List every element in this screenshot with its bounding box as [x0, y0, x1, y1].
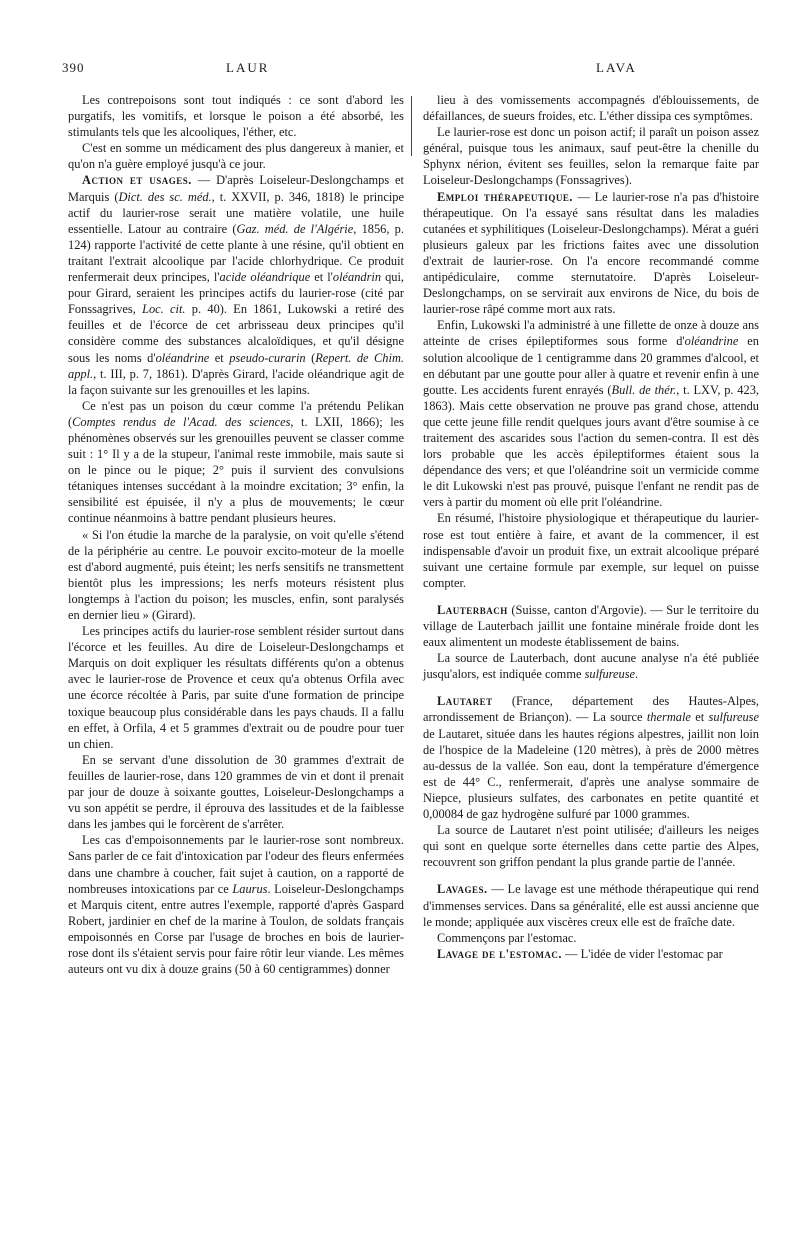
- paragraph: [423, 510, 759, 590]
- paragraph: [423, 946, 759, 962]
- text-run: « Si l'on étudie la marche de la paralysie, on voit qu'elle s'étend de la périphérie au centre. Le pouvoir excito-moteur de la moelle est d'abord augmenté, puis éteint; les nerfs sensitifs ne transmettent bientôt plus les impressions; les nerfs moteurs résistent plus longtemps à l'action du poison; les muscles, enfin, sont paralysés en dernier lieu » (Girard).: [68, 527, 404, 622]
- paragraph: [423, 881, 759, 929]
- text-run: . Loiseleur-Deslongchamps et Marquis citent, entre autres l'exemple, rapporté d'après Gaspard Robert, jardinier en chef de la marine à Toulon, de soldats français empoisonnés en Corse par l'usage de broches en bois de laurier-rose dont ils s'étaient servis pour faire rôtir leur viande. Les mêmes auteurs ont vu dix à douze grains (50 à 60 centigrammes) donner: [68, 881, 404, 977]
- text-run: , t. LXII, 1866); les phénomènes observés sur les grenouilles peuvent se classer comme suit : 1° Il y a de la stupeur, l'animal reste immobile, mais saute si on le pince ou le pique; 2° puis il survient des convulsions tétaniques intenses succédant à la moindre excitation; 3° enfin, la sensibilité est épuisée, il n'y a plus de mouvements; le cœur continue néanmoins à battre pendant plusieurs heures.: [68, 414, 405, 526]
- text-run: La source de Lautaret n'est point utilisée; d'ailleurs les neiges qui sont en quelque sorte éternelles dans cette partie des Alpes, recouvrent son griffon pendant la plus grande partie de l'année.: [423, 823, 759, 870]
- italic-text: Bull. de thér.: [611, 382, 677, 397]
- paragraph: [423, 92, 759, 124]
- right-column: [423, 92, 759, 962]
- italic-text: oléandrin: [332, 270, 382, 285]
- text-run: (Suisse, canton d'Argovie). — Sur le territoire du village de Lauterbach jaillit une fontaine minérale froide dont les eaux alimentent un modeste établissement de bains.: [423, 602, 759, 650]
- text-run: en solution alcoolique de 1 centigramme dans 20 grammes d'alcool, et en débutant par une goutte pour aller à quatre et revenir enfin à une goutte. Les accidents furent enrayés (: [423, 334, 760, 397]
- text-run: Les contrepoisons sont tout indiqués : ce sont d'abord les purgatifs, les vomitifs, et lorsque le poison a été absorbé, les stimulants tels que les alcooliques, l'éther, etc.: [68, 93, 404, 140]
- text-run: La source de Lauterbach, dont aucune analyse n'a été publiée jusqu'alors, est indiquée comme: [423, 651, 759, 682]
- text-run: En se servant d'une dissolution de 30 grammes d'extrait de feuilles de laurier-rose, dans 120 grammes de vin et dont il prenait par jour de douze à soixante gouttes, Loiseleur-Deslongchamps a vu son appétit se perdre, il éprouva des lassitudes et de la faiblesse dans les jambes qui le forcèrent de s'arrêter.: [68, 752, 404, 832]
- italic-text: oléandrine: [684, 334, 739, 349]
- entry-heading: Lavages.: [437, 882, 488, 897]
- text-run: p. 40). En 1861, Lukowski a retiré des feuilles et de l'écorce de cet arbrisseau deux principes qu'il considère comme des substances alcaloïdiques, et qu'il désigne sous les noms d': [68, 302, 404, 365]
- italic-text: Gaz. méd. de l'Algérie: [236, 221, 354, 236]
- paragraph: [68, 527, 404, 624]
- text-run: Les principes actifs du laurier-rose semblent résider surtout dans l'écorce et les feuilles. Au dire de Loiseleur-Deslongchamps et Marquis on doit expliquer les résultats différents qu'on a obtenus avec le laurier-rose de Provence et ceux qu'a obtenus Orfila avec une écorce récoltée à Paris, par suite d'une formation de principe toxique beaucoup plus considérable dans les pays chauds. Il a fallu en effet, à Orfila, 4 et 5 grammes d'extrait ou de poudre pour tuer un chien.: [68, 624, 404, 751]
- text-run: et: [690, 710, 709, 725]
- entry-heading: Lautaret: [437, 694, 493, 709]
- text-run: — Le laurier-rose n'a pas d'histoire thérapeutique. On l'a essayé sans résultat dans les maladies cutanées et syphilitiques (Loiseleur-Deslongchamps). Mérat a guéri plusieurs galeux par les frictions faites avec une dissolution d'extrait de laurier-rose. On l'a encore recommandé comme antipédiculaire, comme sternutatoire. D'après Loiseleur-Deslongchamps, on se servirait aux environs de Nice, du bois de laurier-rose râpé comme mort aux rats.: [423, 189, 759, 317]
- paragraph: [68, 398, 404, 527]
- text-run: , 1856, p. 124) rapporte l'activité de cette plante à une résine, qu'il obtient en traitant l'extrait alcoolique par l'acide chlorhydrique. Ce produit renfermerait deux principes, l': [68, 221, 404, 285]
- text-run: Enfin, Lukowski l'a administré à une fillette de onze à douze ans atteinte de crises épileptiformes sous forme d': [423, 318, 759, 349]
- entry-heading: Action et usages.: [82, 173, 192, 188]
- paragraph: [423, 650, 759, 682]
- paragraph: [68, 172, 404, 397]
- text-run: et l': [310, 270, 333, 285]
- running-head-left: LAUR: [226, 60, 270, 75]
- italic-text: sulfureuse: [708, 710, 760, 725]
- text-run: — Le lavage est une méthode thérapeutique qui rend d'immenses services. Dans sa généralité, elle est aussi ancienne que le monde; appliquée aux viscères creux elle est de fraîche date.: [423, 882, 759, 929]
- running-head-right: LAVA: [596, 60, 637, 75]
- paragraph: [423, 930, 759, 946]
- italic-text: pseudo-curarin: [229, 350, 306, 365]
- text-run: En résumé, l'histoire physiologique et thérapeutique du laurier-rose est tout entière à faire, et avant de la commencer, il est indispensable d'avoir un produit fixe, un extrait alcoolique préparé suivant une certaine formule par exemple, sur lequel on puisse compter.: [423, 511, 759, 590]
- entry-heading: Lauterbach: [437, 602, 508, 617]
- text-run: Ce n'est pas un poison du cœur comme l'a prétendu Pelikan (: [68, 398, 404, 429]
- text-run: — D'après Loiseleur-Deslongchamps et Marquis (: [68, 173, 404, 204]
- italic-text: sulfureuse: [584, 667, 636, 682]
- text-run: qui, pour Girard, seraient les principes actifs du laurier-rose (cité par Fonssagrives,: [68, 270, 405, 317]
- text-run: et: [209, 350, 230, 365]
- column-divider: [411, 96, 412, 156]
- italic-text: acide oléandrique: [219, 270, 311, 285]
- text-run: (France, département des Hautes-Alpes, arrondissement de Briançon). — La source: [423, 694, 759, 725]
- text-run: , t. XXVII, p. 346, 1818) le principe actif du laurier-rose serait une matière volatile, une huile essentielle. Latour au contraire (: [68, 189, 404, 236]
- italic-text: oléandrine: [155, 350, 210, 365]
- text-run: — L'idée de vider l'estomac par: [562, 946, 723, 961]
- italic-text: Repert. de Chim. appl.: [68, 350, 404, 381]
- page-number: 390: [62, 60, 85, 75]
- paragraph: [68, 832, 404, 977]
- text-run: .: [635, 667, 639, 682]
- entry-heading: Emploi thérapeutique.: [437, 189, 573, 204]
- paragraph: [68, 92, 404, 140]
- italic-text: Dict. des sc. méd.: [118, 189, 212, 204]
- text-run: , t. LXV, p. 423, 1863). Mais cette observation ne prouve pas grand chose, attendu que cette jeune fille rendit quelques jours avant d'être soumise à ce traitement des ascarides sous l'action du semen-contra. Il est dès lors probable que les accès épileptiformes étaient sous la dépendance des vers; et que l'oléandrine soit un vermicide comme le dit Lukowski n'est pas prouvé, puisque l'enfant ne rendit pas de vers à partir du moment où elle prit l'oléandrine.: [423, 382, 759, 510]
- paragraph: [68, 140, 404, 172]
- paragraph: [423, 124, 759, 188]
- paragraph: [423, 602, 759, 650]
- text-run: Le laurier-rose est donc un poison actif; il paraît un poison assez général, puisque tous les animaux, sauf peut-être la chenille du Sphynx nérion, évitent ses feuilles, selon la remarque faite par Loiseleur-Deslongchamps (Fonssagrives).: [423, 125, 759, 188]
- text-run: Les cas d'empoisonnements par le laurier-rose sont nombreux. Sans parler de ce fait d'intoxication par l'odeur des fleurs enfermées dans une chambre à coucher, fait sujet à caution, on a rapporté de nombreuses intoxications par ce: [68, 833, 404, 896]
- paragraph: [423, 693, 759, 822]
- paragraph: [423, 189, 759, 318]
- left-column: [68, 92, 404, 977]
- paragraph: [68, 752, 404, 832]
- italic-text: thermale: [646, 710, 691, 725]
- text-run: de Lautaret, située dans les hautes régions alpestres, jaillit non loin de l'hospice de la Madeleine (120 mètres), à près de 2000 mètres au-dessus de la vallée. Son eau, dont la température d'émergence est de 44° C., renfermerait, d'après une analyse sommaire de Niepce, plusieurs sulfates, des carbonates en petite quantité et 0,00084 de gaz hydrogène sulfuré par 1000 grammes.: [423, 726, 759, 822]
- entry-heading: Lavage de l'estomac.: [437, 946, 563, 961]
- text-run: (: [305, 350, 316, 365]
- italic-text: Laurus: [232, 881, 268, 896]
- paragraph: [423, 822, 759, 870]
- italic-text: Loc. cit.: [142, 302, 186, 317]
- text-run: C'est en somme un médicament des plus dangereux à manier, et qu'on n'a guère employé jusqu'à ce jour.: [68, 141, 404, 172]
- text-run: lieu à des vomissements accompagnés d'éblouissements, de défaillances, de sueurs froides, etc. L'éther dissipa ces symptômes.: [423, 93, 759, 124]
- text-run: , t. III, p. 7, 1861). D'après Girard, l'acide oléandrique agit de la façon suivante sur les grenouilles et les lapins.: [68, 366, 404, 397]
- paragraph: [423, 317, 759, 510]
- italic-text: Comptes rendus de l'Acad. des sciences: [72, 414, 291, 429]
- text-run: Commençons par l'estomac.: [437, 930, 577, 945]
- paragraph: [68, 623, 404, 752]
